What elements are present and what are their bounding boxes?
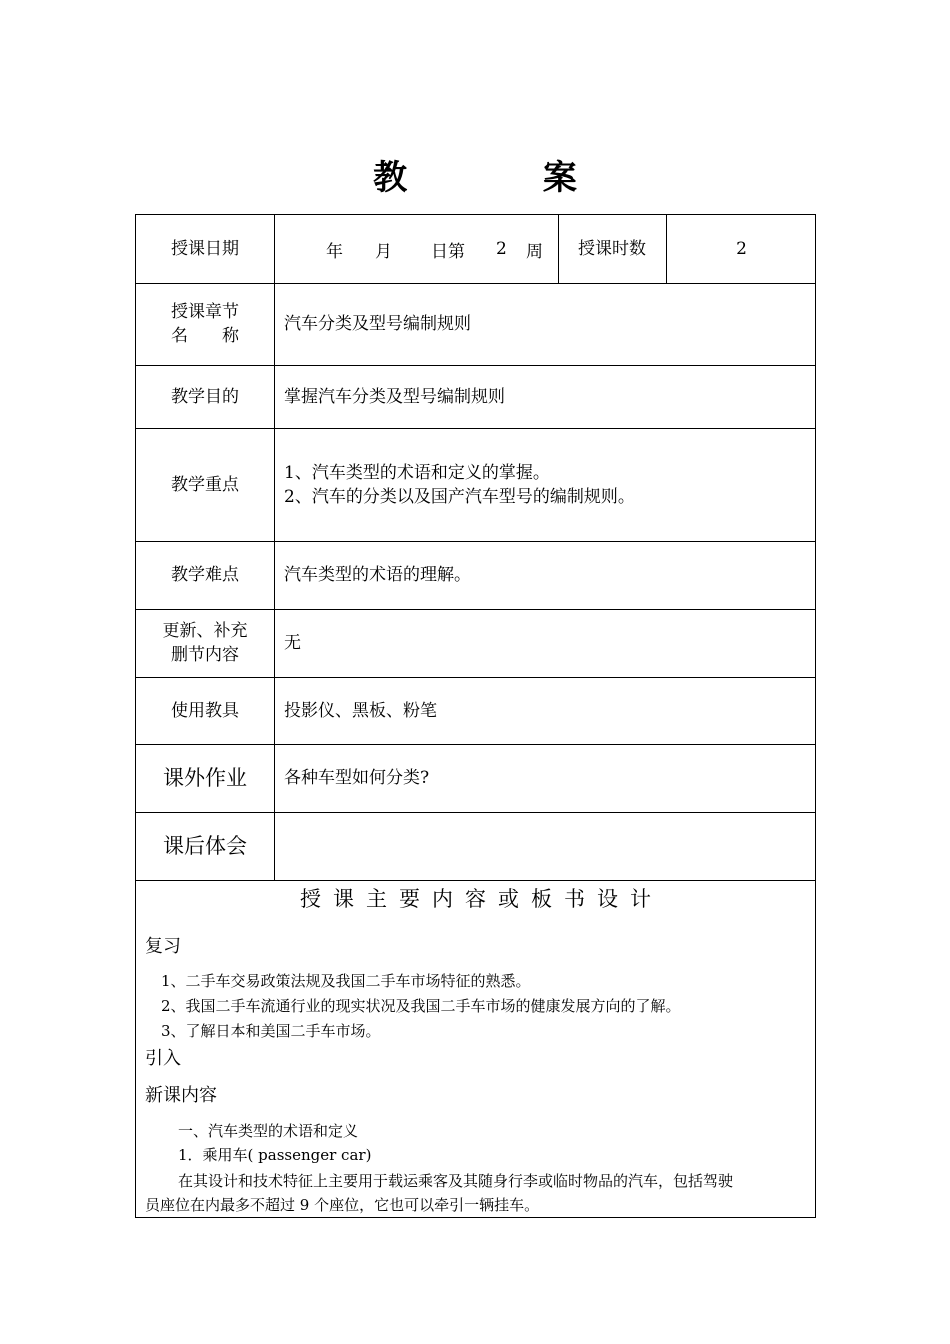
chapter-value: 汽车分类及型号编制规则 (284, 314, 471, 334)
paragraph-1-line-1: 在其设计和技术特征上主要用于载运乘客及其随身行李或临时物品的汽车，包括驾驶 (178, 1172, 734, 1190)
review-item-1: 1、二手车交易政策法规及我国二手车市场特征的熟悉。 (161, 972, 531, 990)
difficulty-label: 教学难点 (171, 565, 239, 585)
row-divider (136, 880, 815, 881)
purpose-label: 教学目的 (171, 386, 239, 407)
reflection-value (274, 812, 817, 880)
key-points-value (274, 428, 817, 541)
review-item-3: 3、了解日本和美国二手车市场。 (161, 1022, 381, 1040)
key-point-2: 2、汽车的分类以及国产汽车型号的编制规则。 (284, 486, 635, 507)
tools-label: 使用教具 (171, 700, 239, 721)
reflection-label: 课后体会 (163, 834, 247, 858)
homework-label: 课外作业 (163, 766, 247, 790)
purpose-value: 掌握汽车分类及型号编制规则 (284, 386, 505, 407)
intro-title: 引入 (145, 1048, 181, 1069)
chapter-label (136, 283, 274, 365)
chapter-label-line1: 授课章节 (171, 302, 239, 322)
item-1-title: 1．乘用车( passenger car) (178, 1146, 372, 1164)
date-week: 周 (526, 241, 543, 262)
paragraph-1-line-2: 员座位在内最多不超过 9 个座位，它也可以牵引一辆挂车。 (145, 1196, 540, 1214)
date-day-week: 日第 (431, 241, 465, 262)
date-value (274, 215, 558, 283)
date-label: 授课日期 (171, 239, 239, 259)
date-week-number: 2 (496, 239, 507, 259)
update-label-line1: 更新、补充 (162, 621, 248, 641)
review-item-2: 2、我国二手车流通行业的现实状况及我国二手车市场的健康发展方向的了解。 (161, 997, 681, 1015)
tools-value: 投影仪、黑板、粉笔 (284, 700, 437, 721)
review-title: 复习 (145, 936, 181, 957)
hours-label: 授课时数 (578, 239, 646, 259)
date-year: 年 (326, 241, 343, 262)
page-title: 教 案 (373, 158, 639, 198)
update-label (136, 609, 274, 677)
key-points-label: 教学重点 (171, 474, 239, 495)
homework-value: 各种车型如何分类? (284, 768, 430, 788)
date-month: 月 (375, 241, 392, 262)
hours-value: 2 (736, 239, 747, 259)
lesson-plan-table (135, 214, 816, 1218)
difficulty-value: 汽车类型的术语的理解。 (284, 565, 471, 585)
content-heading: 授课主要内容或板书设计 (300, 887, 663, 911)
update-label-line2: 删节内容 (171, 645, 239, 665)
section-1-title: 一、汽车类型的术语和定义 (178, 1122, 359, 1140)
new-content-title: 新课内容 (145, 1085, 217, 1106)
key-point-1: 1、汽车类型的术语和定义的掌握。 (284, 462, 550, 483)
chapter-label-line2: 名 称 (171, 326, 239, 346)
update-value: 无 (284, 633, 301, 653)
